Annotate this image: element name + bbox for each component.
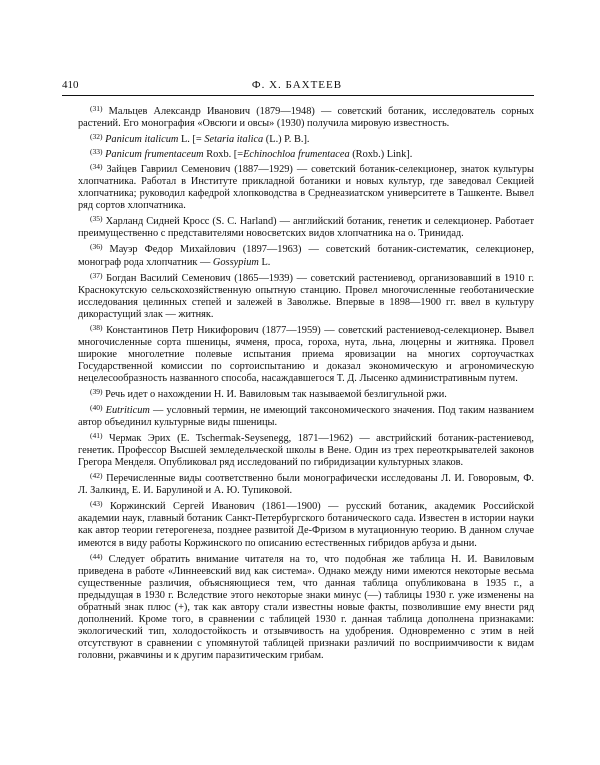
endnote-number: (31) [90,104,103,113]
endnote [78,470,534,497]
endnote-number: (37) [90,270,103,280]
page-number: 410 [62,79,79,91]
endnote-latin-term: Gossypium [212,256,259,268]
endnote-number: (32) [90,132,103,142]
endnote-text: Перечисленные виды соответственно были монографически исследованы Л. И. Говоровым, Ф. Л. Залкинд, Е. И. Барулиной и А. Ю. Тупиковой. [78,473,535,497]
endnote-text: Зайцев Гавриил Семенович (1887—1929) — советский ботаник-селекционер, знаток культуры хлопчатника. Работал в Институте прикладной ботаники и новых культур, где заведовал Секцией хлопчатника; руководил кафедрой хлопководства в Среднеазиатском университете в Ташкенте. Вывел ряд сортов хлопчатника. [78,164,535,212]
endnote-latin-term: Eutriticum [105,405,150,417]
endnote-number: (34) [90,162,103,172]
header-rule [62,95,534,96]
endnote [78,131,534,146]
endnote-number: (36) [90,242,103,252]
endnote-text: Чермак Эрих (E. Tschermak-Seysenegg, 1871—1962) — австрийский ботаник-растениевод, генетик. Профессор Высшей земледельческой школы в Вене. Один из трех переоткрывателей законов Грегора Менделя. Опубликовал ряд исследований по гибридизации культурных злаков. [78,433,534,469]
endnote-number: (43) [90,499,103,509]
endnote [78,241,534,268]
endnote [78,386,534,401]
endnotes [78,103,534,663]
endnote-text: L. [= [178,134,205,146]
endnote-latin-term: Panicum italicum [105,134,179,146]
endnote-number: (33) [90,147,103,157]
endnote-text: Харланд Сидней Кросс (S. C. Harland) — английский ботаник, генетик и селекционер. Работает преимущественно с представителями новосветских видов хлопчатника на о. Тринидад. [78,216,534,240]
endnote-text: (Roxb.) Link]. [349,149,413,161]
endnote-text: (L.) P. B.]. [263,134,310,146]
endnote-latin-term: Panicum frumentaceum [105,149,204,161]
endnote-text: Roxb. [= [203,149,244,161]
endnote [78,430,534,469]
endnote-text: Мальцев Александр Иванович (1879—1948) — советский ботаник, исследователь сорных растений. Его монография «Овсюги и овсы» (1930) получила мировую известность. [78,106,534,130]
endnote [78,498,534,549]
endnote-text: Мауэр Федор Михайлович (1897—1963) — советский ботаник-систематик, селекционер, монограф рода хлопчатник — [78,244,534,268]
endnote [78,161,534,212]
endnote-text: Богдан Василий Семенович (1865—1939) — советский растениевод, организовавший в 1910 г. Краснокутскую сельскохозяйственную опытную станцию. Провел многочисленные геоботанические исследования целинных степей и залежей в Заволжье. Впервые в 1898—1900 гг. ввел в культуру дикорастущий злак — житняк. [78,272,534,320]
endnote [78,270,534,321]
endnote [78,322,534,385]
endnote [78,213,534,240]
endnote-number: (40) [90,403,103,413]
endnote [78,103,534,130]
endnote-text: Следует обратить внимание читателя на то, что подобная же таблица Н. И. Вавиловым приведена в работе «Линнеевский вид как система». Однако между ними имеются некоторые весьма существенные различия, объясняющиеся тем, что данная таблица опубликована в 1935 г., а предыдущая в 1930 г. Вследствие этого некоторые знаки минус (—) таблицы 1930 г. уже изменены на обратный знак плюс (+), так как автору стали известны новые факты, позволившие ему внести ряд дополнений. Кроме того, в сравнении с таблицей 1930 г. данная таблица дополнена признаками: экологический тип, холодостойкость и отзывчивость на удобрения. Одновременно с этим в ней отсутствуют в сравнении с упомянутой таблицей признаки различий по восприимчивости к видам головни, ржавчины и к другим паразитическим грибам. [78,553,534,661]
endnote-text: Константинов Петр Никифорович (1877—1959) — советский растениевод-селекционер. Вывел многочисленные сорта пшеницы, ячменя, проса, гороха, нута, льна, люцерны и житняка. Провел широкие многолетние полевые испытания приема яровизации на многих сортоучастках Государственной комиссии по сортоиспытанию и доказал экономическую и агрономическую нецелесообразность названного способа, насаждавшегося Т. Д. Лысенко административным путем. [78,324,534,384]
endnote-text: Речь идет о нахождении Н. И. Вавиловым так называемой безлигульной ржи. [105,388,447,400]
endnote-text: Коржинский Сергей Иванович (1861—1900) — русский ботаник, академик Российской академии наук, главный ботаник Санкт-Петербургского ботанического сада. Известен в истории науки как автор теории гетерогенеза, позднее развитой Де-Фризом в мутационную теорию. В данном случае имеются в виду работы Коржинского по описанию естественных гибридов арбуза и дыни. [78,501,534,549]
endnote-number: (41) [90,431,103,441]
endnote [78,402,534,429]
running-title: Ф. Х. БАХТЕЕВ [251,79,343,91]
endnote-number: (44) [90,551,103,561]
endnote [78,551,534,662]
endnote-number: (42) [90,471,103,481]
endnote [78,146,534,161]
endnote-number: (39) [90,386,103,396]
endnote-text: — условный термин, не имеющий таксономического значения. Под таким названием автор объединил культурные виды пшеницы. [78,405,534,429]
endnote-number: (35) [90,214,103,224]
endnote-latin-term: Setaria italica [204,134,264,146]
endnote-number: (38) [90,322,103,332]
endnote-latin-term: Echinochloa frumentacea [243,149,350,161]
endnote-text: L. [258,256,271,268]
